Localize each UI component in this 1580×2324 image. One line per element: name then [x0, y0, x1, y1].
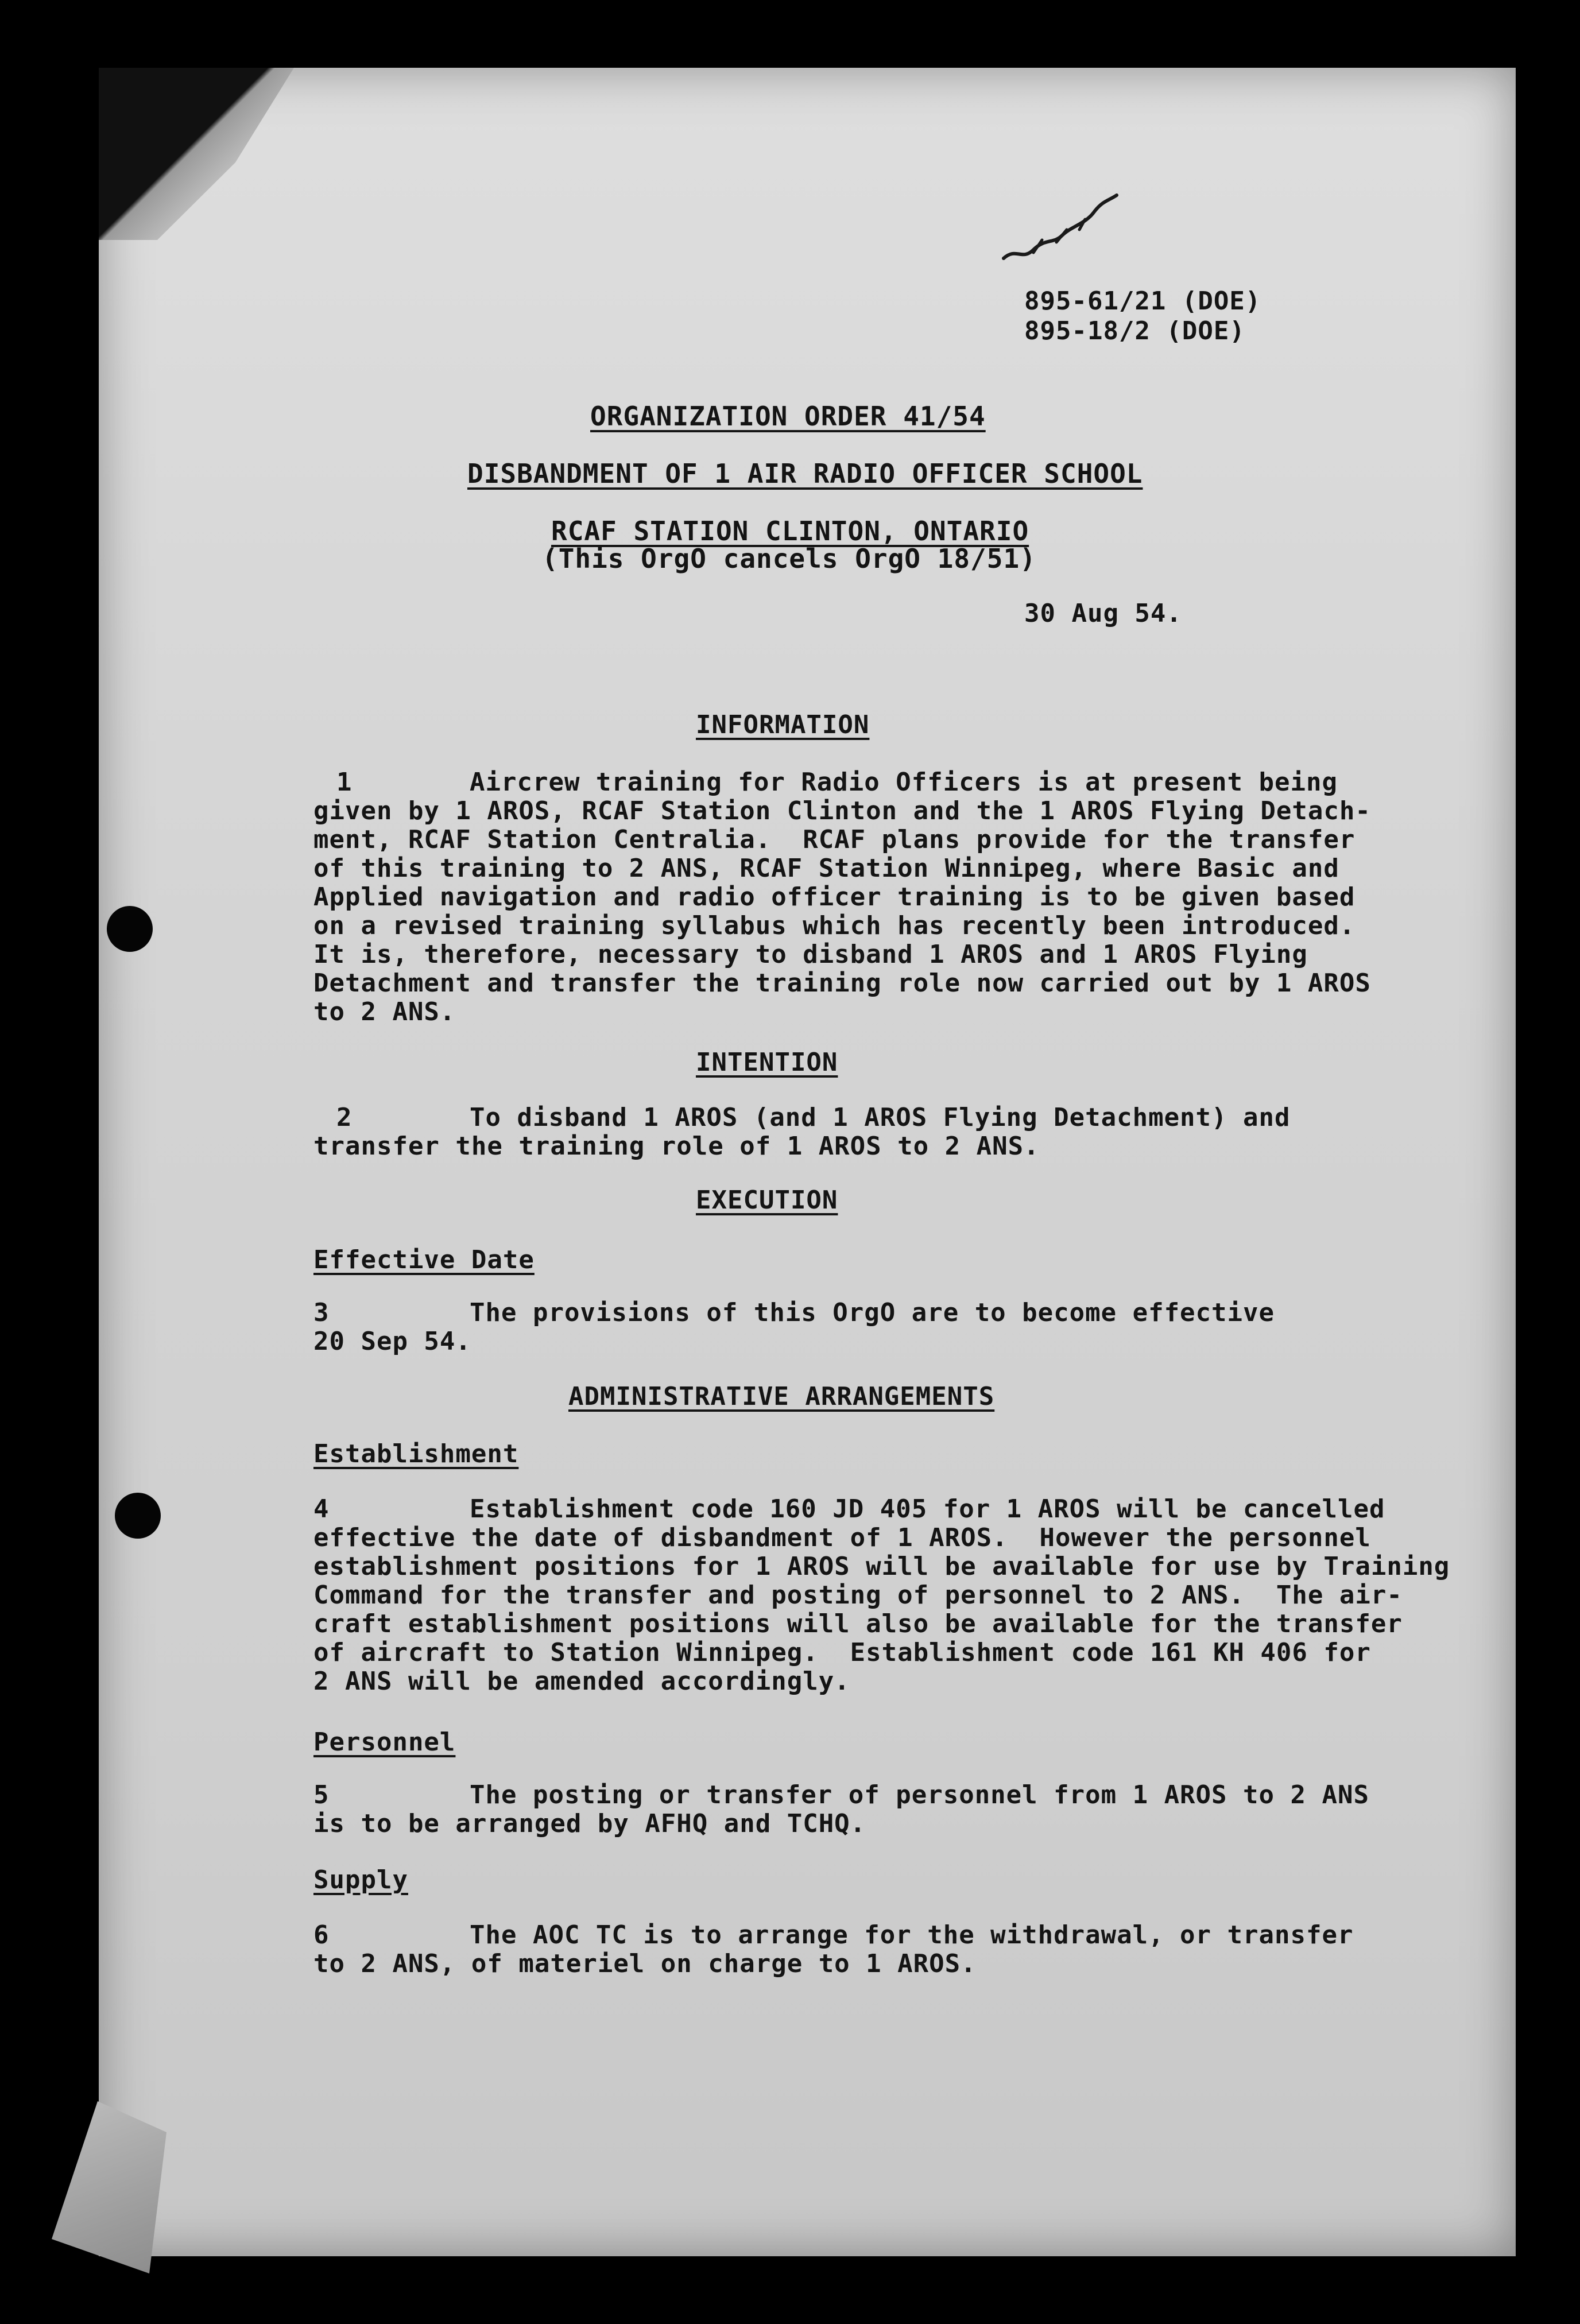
punch-hole-top	[107, 906, 153, 952]
document-subtitle: DISBANDMENT OF 1 AIR RADIO OFFICER SCHOOL	[467, 458, 1143, 489]
para-1-line: Detachment and transfer the training role now carried out by 1 AROS	[313, 969, 1371, 998]
document-date: 30 Aug 54.	[1024, 599, 1182, 628]
subheading-establishment: Establishment	[313, 1439, 519, 1469]
para-1-line: on a revised training syllabus which has recently been introduced.	[313, 911, 1356, 940]
para-number-3: 3	[313, 1298, 330, 1327]
para-1-line: ment, RCAF Station Centralia. RCAF plans provide for the transfer	[313, 825, 1356, 854]
para-3-line: 20 Sep 54.	[313, 1327, 471, 1356]
para-number-6: 6	[313, 1920, 330, 1950]
handwritten-initials	[999, 189, 1125, 270]
section-heading-admin: ADMINISTRATIVE ARRANGEMENTS	[568, 1382, 995, 1411]
para-3-line: The provisions of this OrgO are to become effective	[470, 1298, 1275, 1327]
cancels-note: (This OrgO cancels OrgO 18/51)	[542, 543, 1036, 574]
file-ref-2: 895-18/2 (DOE)	[1024, 316, 1245, 346]
para-1-line: Aircrew training for Radio Officers is at present being	[470, 768, 1338, 797]
para-number-1: 1	[336, 768, 353, 797]
para-2-line: To disband 1 AROS (and 1 AROS Flying Detachment) and	[470, 1103, 1291, 1132]
para-4-line: Command for the transfer and posting of personnel to 2 ANS. The air-	[313, 1581, 1403, 1610]
punch-hole-bottom	[115, 1493, 161, 1539]
para-2-line: transfer the training role of 1 AROS to 2 ANS.	[313, 1132, 1040, 1161]
para-number-5: 5	[313, 1780, 330, 1810]
section-heading-information: INFORMATION	[696, 710, 870, 739]
para-number-4: 4	[313, 1494, 330, 1524]
subheading-supply: Supply	[313, 1865, 408, 1895]
para-1-line: given by 1 AROS, RCAF Station Clinton and the 1 AROS Flying Detach-	[313, 796, 1371, 826]
para-4-line: 2 ANS will be amended accordingly.	[313, 1667, 850, 1696]
para-4-line: Establishment code 160 JD 405 for 1 AROS will be cancelled	[470, 1494, 1385, 1524]
para-6-line: The AOC TC is to arrange for the withdrawal, or transfer	[470, 1920, 1354, 1950]
para-4-line: effective the date of disbandment of 1 AROS. However the personnel	[313, 1523, 1371, 1552]
para-number-2: 2	[336, 1103, 353, 1132]
para-5-line: is to be arranged by AFHQ and TCHQ.	[313, 1809, 866, 1838]
subheading-effective-date: Effective Date	[313, 1245, 535, 1275]
document-title: ORGANIZATION ORDER 41/54	[590, 401, 986, 432]
para-4-line: of aircraft to Station Winnipeg. Establishment code 161 KH 406 for	[313, 1638, 1371, 1667]
file-ref-1: 895-61/21 (DOE)	[1024, 286, 1261, 316]
para-4-line: establishment positions for 1 AROS will be available for use by Training	[313, 1552, 1450, 1581]
para-1-line: to 2 ANS.	[313, 997, 456, 1027]
torn-corner	[52, 2101, 166, 2273]
para-1-line: It is, therefore, necessary to disband 1 AROS and 1 AROS Flying	[313, 940, 1308, 969]
station-name: RCAF STATION CLINTON, ONTARIO	[551, 516, 1029, 547]
para-1-line: Applied navigation and radio officer training is to be given based	[313, 882, 1356, 912]
subheading-personnel: Personnel	[313, 1727, 456, 1757]
para-1-line: of this training to 2 ANS, RCAF Station Winnipeg, where Basic and	[313, 854, 1339, 883]
para-6-line: to 2 ANS, of materiel on charge to 1 AROS.	[313, 1949, 977, 1978]
section-heading-intention: INTENTION	[696, 1048, 838, 1077]
para-4-line: craft establishment positions will also be available for the transfer	[313, 1609, 1403, 1639]
para-5-line: The posting or transfer of personnel from 1 AROS to 2 ANS	[470, 1780, 1369, 1810]
section-heading-execution: EXECUTION	[696, 1186, 838, 1215]
